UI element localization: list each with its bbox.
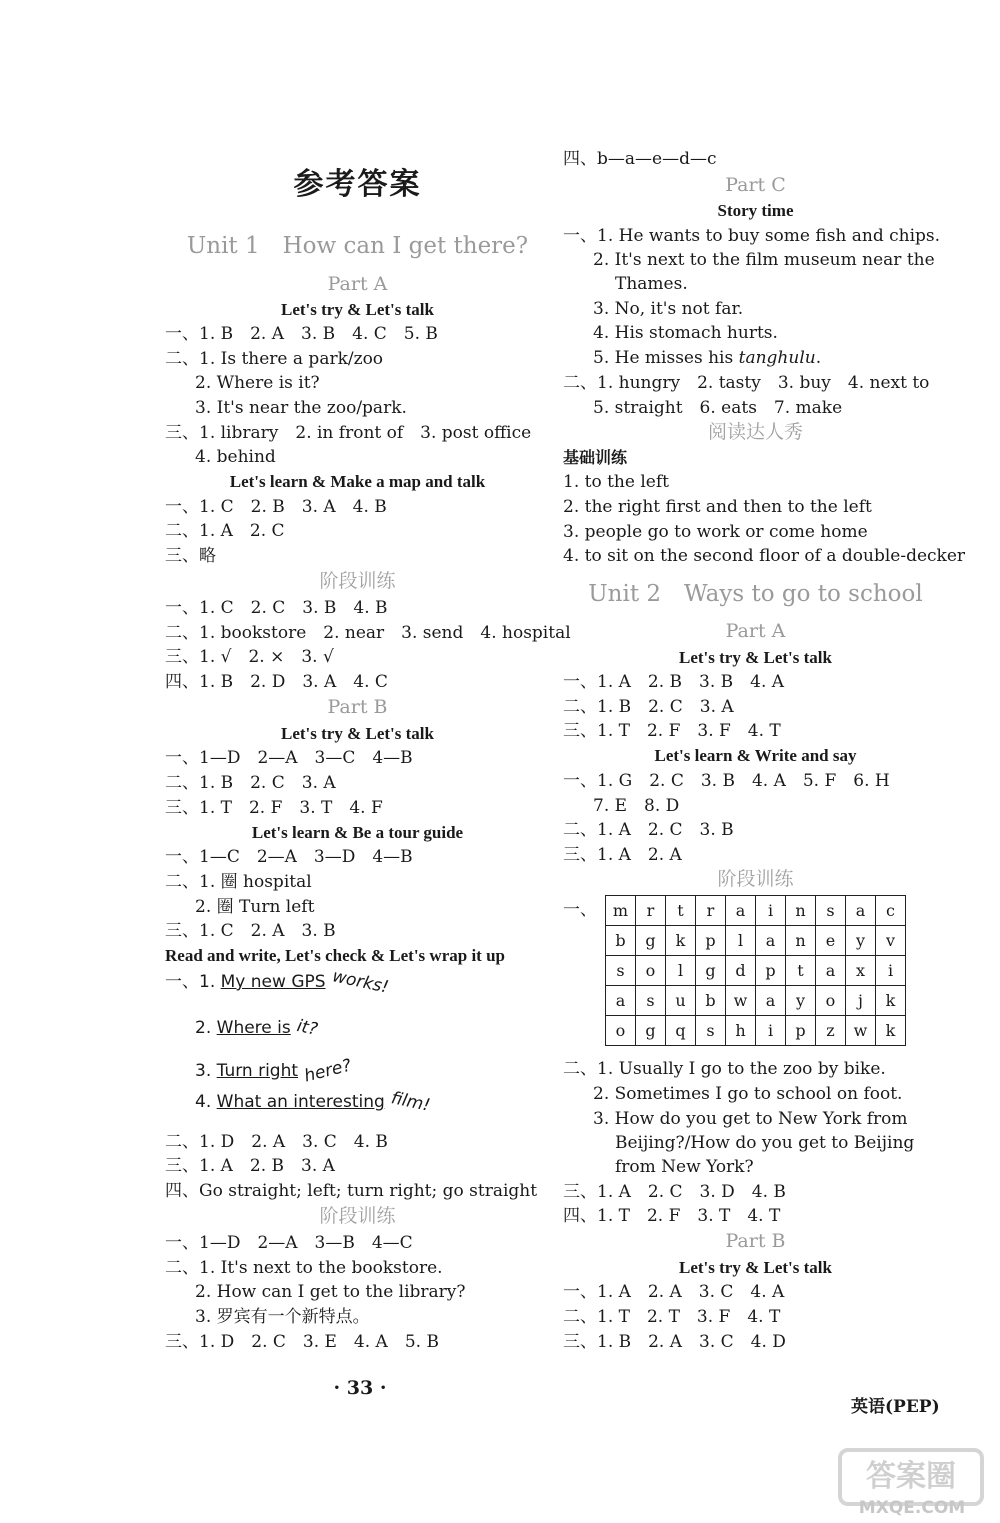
grid-cell: o <box>816 986 846 1016</box>
word-search-grid <box>605 895 906 1046</box>
part-heading: Part A <box>725 620 786 642</box>
answer-line: 二、1. D 2. A 3. C 4. B <box>165 1132 388 1152</box>
part-heading: Part B <box>327 696 388 718</box>
answer-line: 二、1. Is there a park/zoo <box>165 349 384 369</box>
written-words: My new GPS <box>220 972 326 992</box>
stage-heading: 阅读达人秀 <box>707 421 803 443</box>
answer-line: 3. 罗宾有一个新特点。 <box>195 1307 370 1327</box>
answer-line: 5. straight 6. eats 7. make <box>593 398 843 418</box>
grid-cell: t <box>786 956 816 986</box>
grid-cell: j <box>846 986 876 1016</box>
grid-cell: y <box>846 926 876 956</box>
answer-line: 二、1. bookstore 2. near 3. send 4. hospital <box>165 623 571 643</box>
answer-line: 2. 圈 Turn left <box>195 897 315 917</box>
grid-cell: w <box>726 986 756 1016</box>
handwritten-answer <box>195 1016 320 1040</box>
answer-line: 4. to sit on the second floor of a double-decker <box>563 546 966 566</box>
answer-line: 2. Where is it? <box>195 373 320 393</box>
answer-line: 四、b—a—e—d—c <box>563 149 717 169</box>
grid-cell: d <box>726 956 756 986</box>
grid-cell: g <box>636 926 666 956</box>
answer-line: 一、1—C 2—A 3—D 4—B <box>165 847 413 867</box>
answer-line: 3. No, it's not far. <box>593 299 744 319</box>
grid-cell: c <box>876 896 906 926</box>
grid-cell: i <box>756 1016 786 1046</box>
question-number: 一、 <box>563 900 597 920</box>
grid-cell: n <box>786 896 816 926</box>
grid-cell: s <box>696 1016 726 1046</box>
answer-line: 四、Go straight; left; turn right; go straight <box>165 1181 538 1201</box>
answer-line: Thames. <box>615 274 688 294</box>
written-words: What an interesting <box>216 1092 385 1112</box>
answer-line: 3. How do you get to New York from <box>593 1109 908 1129</box>
grid-cell: y <box>786 986 816 1016</box>
section-heading: 基础训练 <box>563 448 628 467</box>
handwritten-answer <box>195 1088 432 1116</box>
grid-cell: o <box>636 956 666 986</box>
answer-text-italic: tanghulu <box>738 348 816 368</box>
answer-line: 三、1. A 2. B 3. A <box>165 1156 335 1176</box>
answer-line: 二、1. 圈 hospital <box>165 872 312 892</box>
answer-line: 一、1. A 2. A 3. C 4. A <box>563 1282 785 1302</box>
answer-line: 三、1. A 2. C 3. D 4. B <box>563 1182 786 1202</box>
answer-line: 2. How can I get to the library? <box>195 1282 466 1302</box>
grid-row <box>606 896 906 926</box>
written-words: Turn right <box>216 1061 299 1081</box>
answer-number: 一、1. <box>165 972 216 992</box>
grid-cell: x <box>846 956 876 986</box>
answer-line: 一、1. A 2. B 3. B 4. A <box>563 672 785 692</box>
answer-line: 三、1. D 2. C 3. E 4. A 5. B <box>165 1332 439 1352</box>
written-words: here? <box>302 1055 354 1087</box>
grid-cell: s <box>816 896 846 926</box>
stage-heading: 阶段训练 <box>319 570 396 592</box>
answer-line: 一、1—D 2—A 3—B 4—C <box>165 1233 413 1253</box>
grid-cell: q <box>666 1016 696 1046</box>
answer-line: 1. to the left <box>563 472 669 492</box>
watermark-logo: 答案圈 <box>838 1448 984 1506</box>
part-heading: Part A <box>327 273 388 295</box>
grid-cell: l <box>666 956 696 986</box>
grid-cell: r <box>636 896 666 926</box>
answer-line: 二、1. hungry 2. tasty 3. buy 4. next to <box>563 373 930 393</box>
series-label: 英语(PEP) <box>851 1397 940 1417</box>
grid-row <box>606 956 906 986</box>
answer-line: 二、1. A 2. C 3. B <box>563 820 734 840</box>
answer-line: 2. the right first and then to the left <box>563 497 872 517</box>
grid-cell: p <box>786 1016 816 1046</box>
written-words: works! <box>330 966 390 998</box>
unit-title: Unit 1 How can I get there? <box>186 233 529 259</box>
answer-line: 7. E 8. D <box>593 796 680 816</box>
grid-cell: e <box>816 926 846 956</box>
answer-line: 三、1. A 2. A <box>563 845 682 865</box>
section-heading: Story time <box>717 201 794 220</box>
answer-line: 四、1. B 2. D 3. A 4. C <box>165 672 388 692</box>
grid-cell: i <box>756 896 786 926</box>
grid-cell: a <box>816 956 846 986</box>
answer-line: 一、1. G 2. C 3. B 4. A 5. F 6. H <box>563 771 890 791</box>
grid-row <box>606 926 906 956</box>
grid-row <box>606 1016 906 1046</box>
answer-line <box>593 347 821 369</box>
unit-title: Unit 2 Ways to go to school <box>588 581 923 607</box>
grid-cell: u <box>666 986 696 1016</box>
section-heading: Let's try & Let's talk <box>281 724 434 743</box>
answer-line: 一、1. C 2. B 3. A 4. B <box>165 497 387 517</box>
answer-line: 二、1. T 2. T 3. F 4. T <box>563 1307 781 1327</box>
answer-line: 三、1. C 2. A 3. B <box>165 921 336 941</box>
answer-line: 二、1. B 2. C 3. A <box>563 697 734 717</box>
answer-line: 二、1. A 2. C <box>165 521 285 541</box>
grid-cell: b <box>696 986 726 1016</box>
grid-cell: t <box>666 896 696 926</box>
grid-cell: k <box>876 986 906 1016</box>
page-title: 参考答案 <box>293 167 422 202</box>
section-heading: Let's learn & Be a tour guide <box>251 823 464 842</box>
part-heading: Part B <box>725 1230 786 1252</box>
grid-cell: i <box>876 956 906 986</box>
section-heading: Let's learn & Make a map and talk <box>229 472 486 491</box>
answer-line: 三、1. √ 2. × 3. √ <box>165 647 334 667</box>
answer-line: 4. behind <box>195 447 276 467</box>
answer-number: 3. <box>195 1061 212 1081</box>
written-words: Where is <box>216 1018 291 1038</box>
grid-cell: h <box>726 1016 756 1046</box>
answer-line: 2. Sometimes I go to school on foot. <box>593 1084 903 1104</box>
section-heading: Let's try & Let's talk <box>679 648 832 667</box>
watermark-url: MXQE.COM <box>858 1498 966 1518</box>
answer-line: 二、1. Usually I go to the zoo by bike. <box>563 1059 886 1079</box>
section-heading: Read and write, Let's check & Let's wrap it up <box>165 946 505 965</box>
answer-line: 一、1. He wants to buy some fish and chips. <box>563 226 941 246</box>
grid-cell: k <box>666 926 696 956</box>
grid-cell: g <box>636 1016 666 1046</box>
grid-cell: l <box>726 926 756 956</box>
handwritten-answer <box>195 1055 354 1087</box>
answer-text: 5. He misses his <box>593 348 739 368</box>
answer-line: 二、1. It's next to the bookstore. <box>165 1258 443 1278</box>
grid-cell: w <box>846 1016 876 1046</box>
answer-line: 3. people go to work or come home <box>563 522 868 542</box>
stage-heading: 阶段训练 <box>717 868 794 890</box>
handwritten-answer <box>165 966 390 998</box>
grid-cell: s <box>636 986 666 1016</box>
answer-line: 一、1—D 2—A 3—C 4—B <box>165 748 413 768</box>
grid-cell: v <box>876 926 906 956</box>
answer-line: 二、1. B 2. C 3. A <box>165 773 336 793</box>
answer-line: 三、略 <box>165 546 216 566</box>
section-heading: Let's try & Let's talk <box>679 1258 832 1277</box>
grid-cell: g <box>696 956 726 986</box>
grid-cell: n <box>786 926 816 956</box>
grid-cell: b <box>606 926 636 956</box>
grid-cell: a <box>606 986 636 1016</box>
grid-cell: a <box>756 986 786 1016</box>
grid-cell: z <box>816 1016 846 1046</box>
grid-cell: a <box>726 896 756 926</box>
answer-number: 2. <box>195 1018 212 1038</box>
grid-cell: k <box>876 1016 906 1046</box>
grid-cell: o <box>606 1016 636 1046</box>
answer-line: 三、1. library 2. in front of 3. post office <box>165 423 532 443</box>
grid-cell: a <box>846 896 876 926</box>
answer-number: 4. <box>195 1092 212 1112</box>
answer-line: 4. His stomach hurts. <box>593 323 778 343</box>
answer-line: 一、1. C 2. C 3. B 4. B <box>165 598 388 618</box>
page-number: · 33 · <box>333 1377 387 1399</box>
answer-line: 三、1. B 2. A 3. C 4. D <box>563 1332 786 1352</box>
grid-cell: p <box>756 956 786 986</box>
grid-cell: p <box>696 926 726 956</box>
grid-cell: r <box>696 896 726 926</box>
answer-line: 一、1. B 2. A 3. B 4. C 5. B <box>165 324 438 344</box>
grid-cell: s <box>606 956 636 986</box>
grid-cell: m <box>606 896 636 926</box>
answer-line: 四、1. T 2. F 3. T 4. T <box>563 1206 781 1226</box>
stage-heading: 阶段训练 <box>319 1205 396 1227</box>
answer-text: . <box>815 348 822 368</box>
section-heading: Let's try & Let's talk <box>281 300 434 319</box>
written-words: film! <box>389 1088 432 1116</box>
answer-line: Beijing?/How do you get to Beijing <box>615 1133 915 1153</box>
answer-line: 三、1. T 2. F 3. F 4. T <box>563 721 781 741</box>
written-words: it? <box>294 1016 320 1040</box>
part-heading: Part C <box>725 174 786 196</box>
answer-line: 3. It's near the zoo/park. <box>195 398 407 418</box>
section-heading: Let's learn & Write and say <box>654 746 857 765</box>
answer-line: from New York? <box>615 1157 754 1177</box>
grid-cell: a <box>756 926 786 956</box>
answer-line: 2. It's next to the film museum near the <box>593 250 935 270</box>
grid-row <box>606 986 906 1016</box>
answer-line: 三、1. T 2. F 3. T 4. F <box>165 798 383 818</box>
